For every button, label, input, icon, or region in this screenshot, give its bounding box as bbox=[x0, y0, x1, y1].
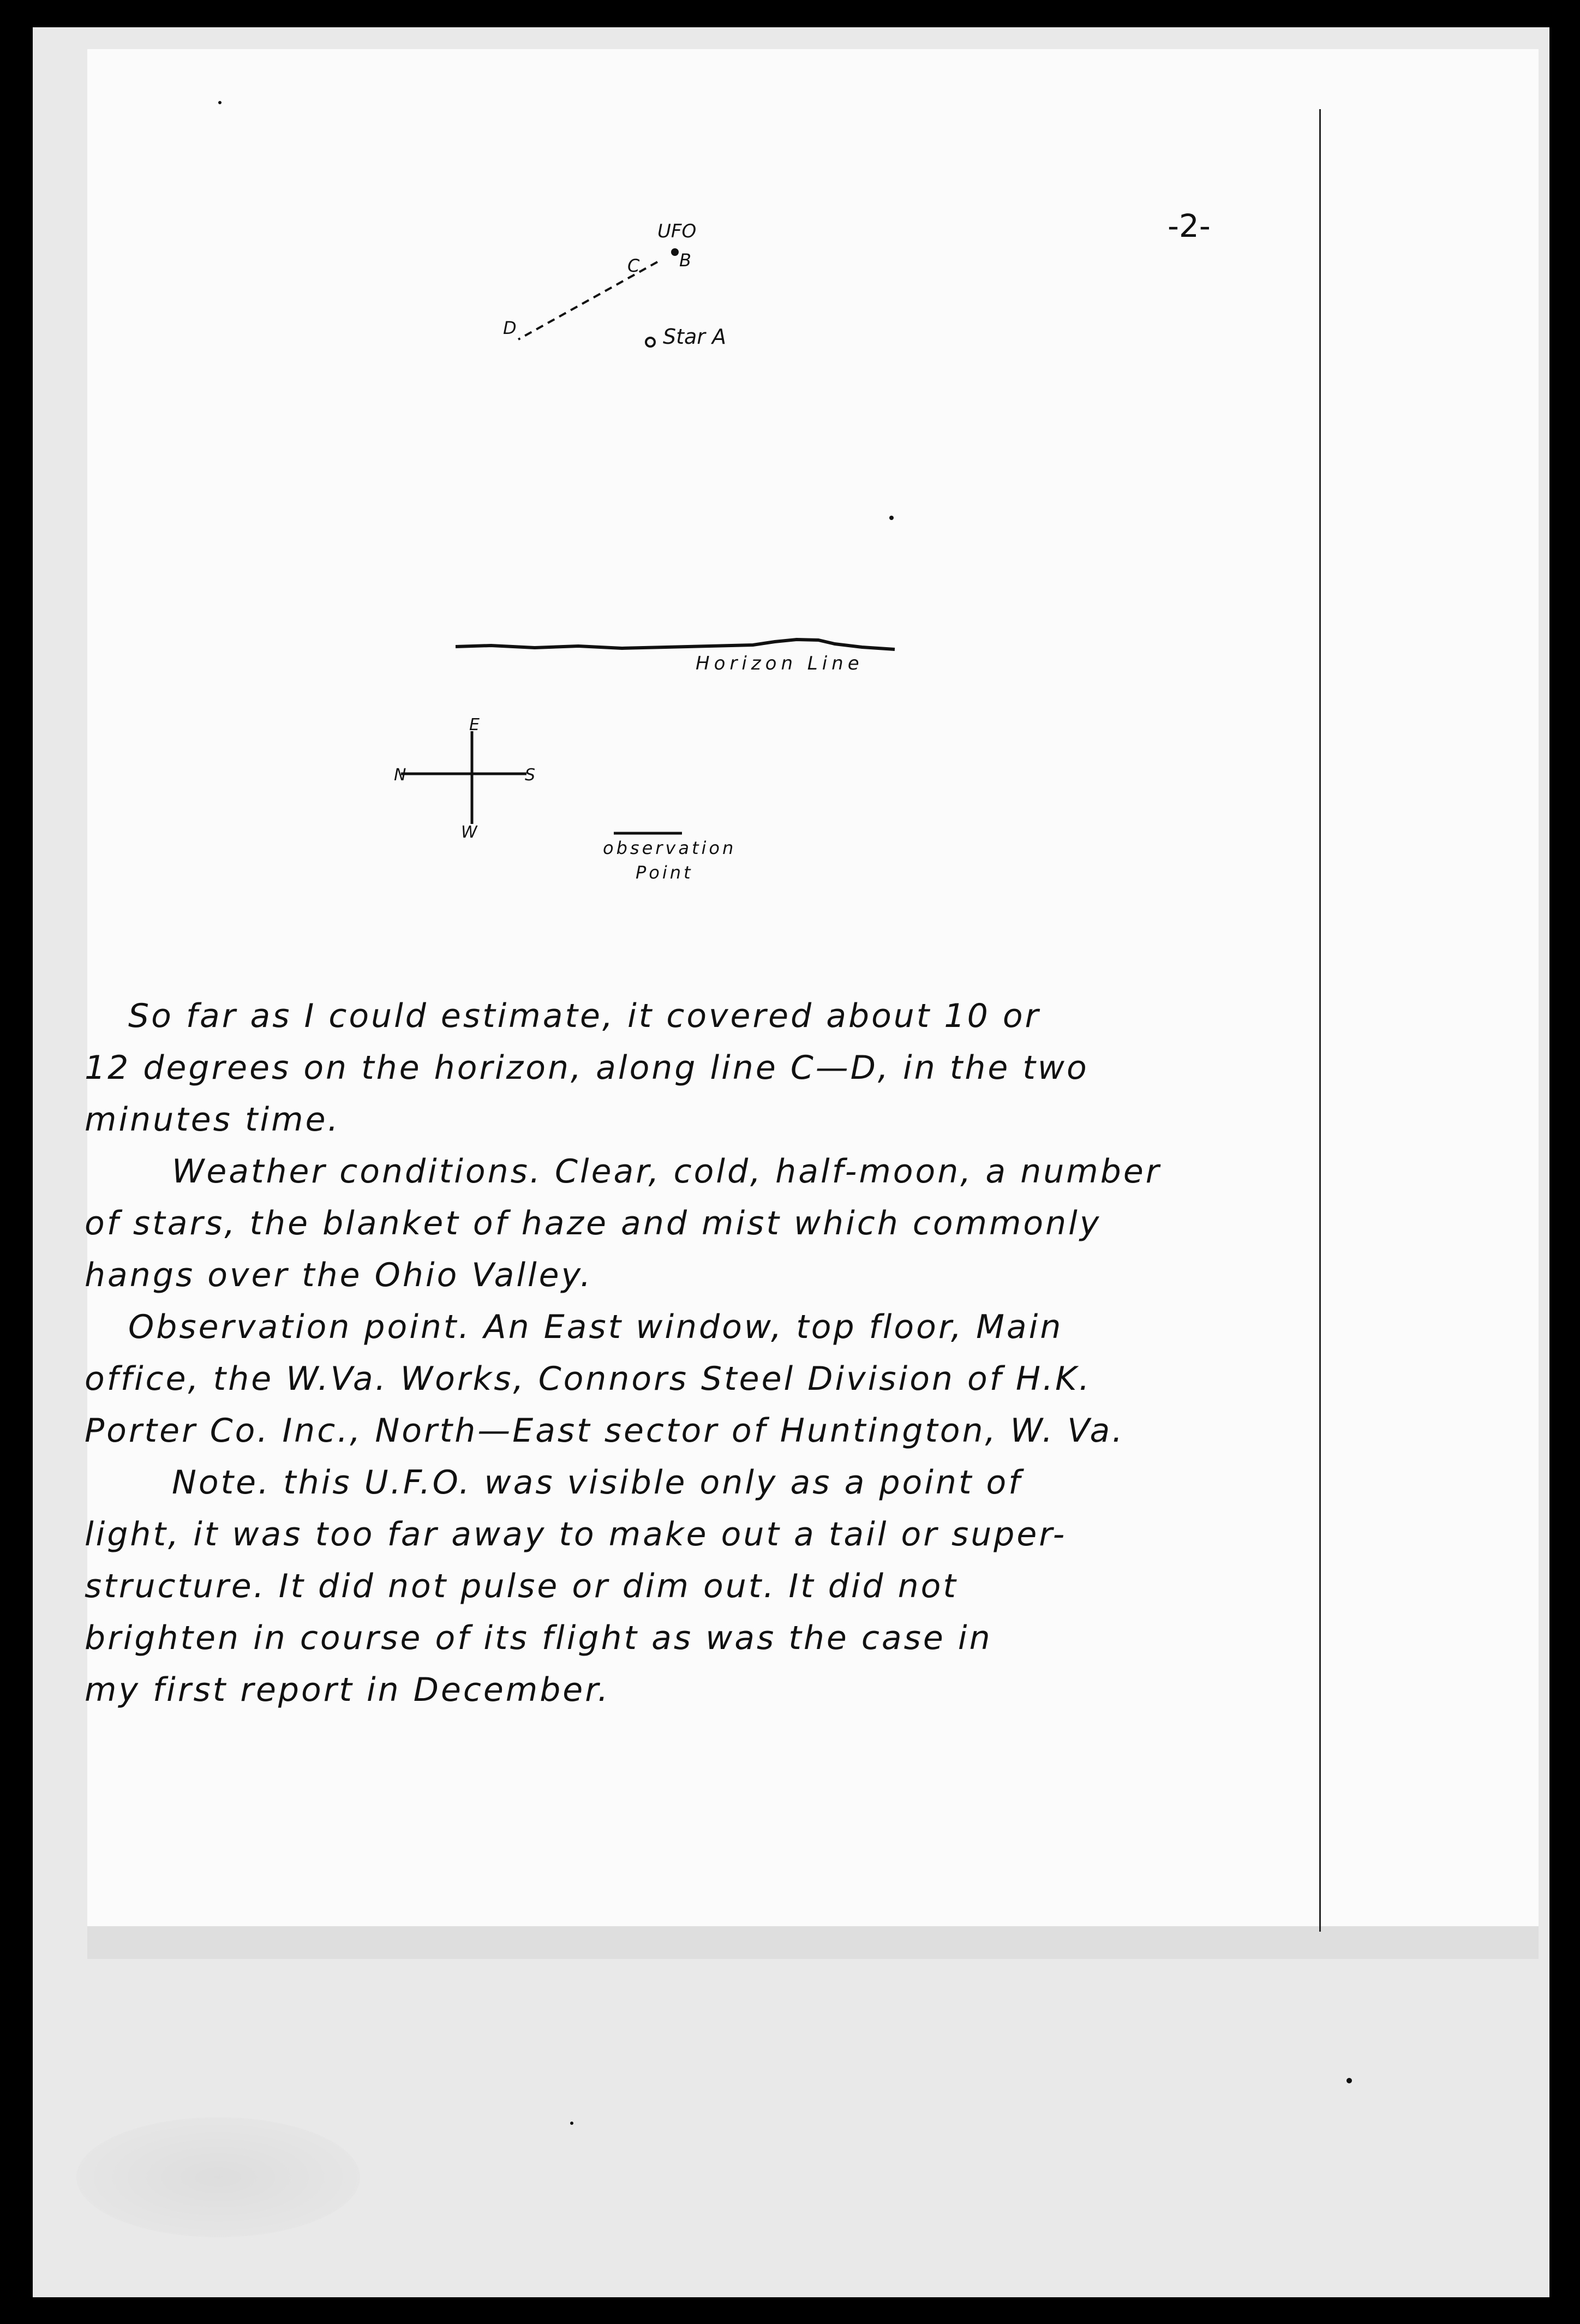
star-a-label: Star A bbox=[663, 325, 727, 349]
star-a-marker bbox=[646, 338, 655, 346]
text-line: office, the W.Va. Works, Connors Steel Division of H.K. bbox=[85, 1360, 1092, 1398]
compass-s-label: S bbox=[525, 766, 536, 785]
text-line: 12 degrees on the horizon, along line C—D, in the two bbox=[85, 1049, 1089, 1087]
ufo-label: UFO bbox=[657, 220, 697, 242]
text-line: Weather conditions. Clear, cold, half-moon, a number bbox=[172, 1152, 1162, 1191]
text-line: structure. It did not pulse or dim out. It did not bbox=[85, 1567, 958, 1605]
text-line: hangs over the Ohio Valley. bbox=[85, 1256, 593, 1294]
horizon-line bbox=[456, 640, 895, 649]
text-line: of stars, the blanket of haze and mist which commonly bbox=[85, 1204, 1102, 1242]
text-line: Observation point. An East window, top floor, Main bbox=[128, 1308, 1063, 1346]
point-d-label: D bbox=[503, 318, 517, 338]
text-line: light, it was too far away to make out a tail or super- bbox=[85, 1515, 1067, 1554]
observation-label: observation bbox=[603, 838, 737, 858]
compass-w-label: W bbox=[461, 823, 477, 842]
page-number: -2- bbox=[1168, 207, 1211, 244]
compass-n-label: N bbox=[394, 766, 406, 785]
text-line: Note. this U.F.O. was visible only as a point of bbox=[172, 1463, 1022, 1502]
observation-point-label: Point bbox=[636, 862, 693, 883]
point-c-label: C bbox=[627, 255, 640, 276]
compass-e-label: E bbox=[469, 715, 480, 734]
horizon-label: Horizon Line bbox=[696, 653, 864, 674]
point-b-label: B bbox=[679, 250, 691, 271]
text-line: Porter Co. Inc., North—East sector of Huntington, W. Va. bbox=[85, 1412, 1125, 1450]
ufo-point bbox=[671, 248, 679, 256]
handwritten-report-text bbox=[85, 990, 1318, 1716]
text-line: my first report in December. bbox=[85, 1671, 611, 1709]
text-line: brighten in course of its flight as was the case in bbox=[85, 1619, 992, 1657]
text-line: So far as I could estimate, it covered about 10 or bbox=[128, 997, 1041, 1035]
text-line: minutes time. bbox=[85, 1101, 340, 1139]
